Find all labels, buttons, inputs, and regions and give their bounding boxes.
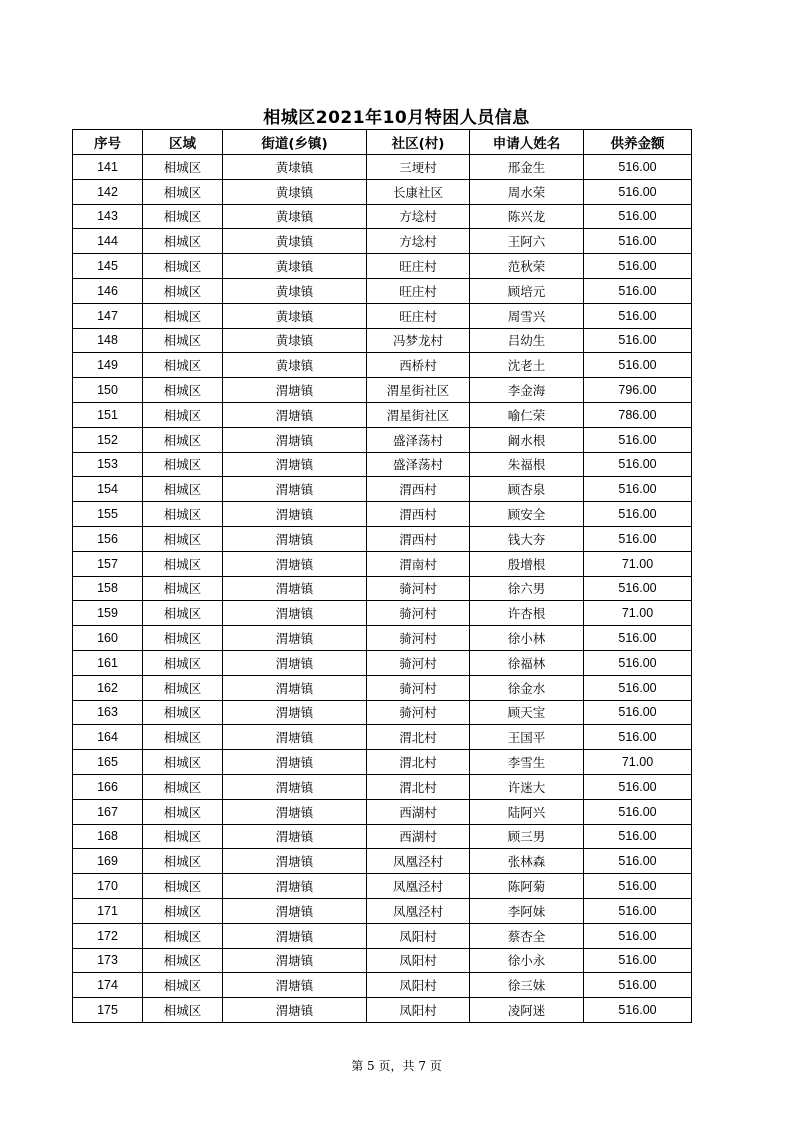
cell-index: 159 [73,601,143,626]
cell-applicant: 周雪兴 [470,303,584,328]
cell-applicant: 徐六男 [470,576,584,601]
cell-street: 黄埭镇 [223,353,367,378]
cell-community: 渭星街社区 [367,402,470,427]
cell-amount: 516.00 [584,353,692,378]
cell-applicant: 徐小永 [470,948,584,973]
cell-amount: 516.00 [584,973,692,998]
cell-street: 黄埭镇 [223,254,367,279]
cell-amount: 516.00 [584,675,692,700]
cell-community: 长康社区 [367,179,470,204]
cell-amount: 786.00 [584,402,692,427]
cell-amount: 516.00 [584,576,692,601]
column-header-district: 区域 [143,130,223,155]
cell-street: 黄埭镇 [223,204,367,229]
cell-district: 相城区 [143,973,223,998]
cell-index: 173 [73,948,143,973]
cell-applicant: 顾杏泉 [470,477,584,502]
cell-street: 渭塘镇 [223,898,367,923]
cell-district: 相城区 [143,898,223,923]
cell-index: 160 [73,626,143,651]
table-row [73,700,692,725]
cell-district: 相城区 [143,874,223,899]
cell-community: 凤阳村 [367,998,470,1023]
cell-index: 145 [73,254,143,279]
cell-community: 旺庄村 [367,278,470,303]
cell-applicant: 钱大夯 [470,526,584,551]
cell-district: 相城区 [143,477,223,502]
cell-applicant: 徐三妹 [470,973,584,998]
cell-district: 相城区 [143,229,223,254]
cell-district: 相城区 [143,303,223,328]
cell-district: 相城区 [143,502,223,527]
cell-community: 凤阳村 [367,923,470,948]
cell-amount: 516.00 [584,824,692,849]
cell-amount: 516.00 [584,998,692,1023]
cell-district: 相城区 [143,626,223,651]
table-row [73,551,692,576]
cell-street: 渭塘镇 [223,824,367,849]
cell-applicant: 陈阿菊 [470,874,584,899]
table-row [73,948,692,973]
cell-street: 渭塘镇 [223,774,367,799]
cell-amount: 516.00 [584,452,692,477]
cell-community: 凤凰泾村 [367,898,470,923]
cell-street: 渭塘镇 [223,452,367,477]
cell-applicant: 张林森 [470,849,584,874]
cell-district: 相城区 [143,254,223,279]
table-header-row [73,130,692,155]
cell-amount: 516.00 [584,477,692,502]
cell-amount: 516.00 [584,923,692,948]
cell-street: 黄埭镇 [223,328,367,353]
cell-community: 渭西村 [367,477,470,502]
data-table [72,129,692,1023]
cell-applicant: 蔡杏全 [470,923,584,948]
cell-applicant: 王国平 [470,725,584,750]
cell-community: 盛泽荡村 [367,427,470,452]
cell-district: 相城区 [143,551,223,576]
cell-index: 151 [73,402,143,427]
cell-index: 156 [73,526,143,551]
table-row [73,427,692,452]
cell-applicant: 顾培元 [470,278,584,303]
table-row [73,402,692,427]
cell-index: 161 [73,650,143,675]
cell-index: 150 [73,378,143,403]
table-body [73,155,692,1023]
cell-applicant: 陆阿兴 [470,799,584,824]
cell-street: 黄埭镇 [223,155,367,180]
cell-applicant: 陈兴龙 [470,204,584,229]
cell-index: 175 [73,998,143,1023]
cell-index: 171 [73,898,143,923]
cell-applicant: 王阿六 [470,229,584,254]
cell-index: 172 [73,923,143,948]
table-row [73,576,692,601]
table-row [73,824,692,849]
cell-district: 相城区 [143,378,223,403]
cell-district: 相城区 [143,204,223,229]
cell-community: 渭北村 [367,774,470,799]
column-header-community: 社区(村) [367,130,470,155]
cell-district: 相城区 [143,179,223,204]
cell-amount: 516.00 [584,626,692,651]
cell-amount: 516.00 [584,725,692,750]
table-row [73,898,692,923]
cell-district: 相城区 [143,849,223,874]
table-row [73,849,692,874]
cell-district: 相城区 [143,700,223,725]
table-row [73,254,692,279]
cell-street: 渭塘镇 [223,551,367,576]
cell-index: 165 [73,750,143,775]
table-row [73,477,692,502]
cell-district: 相城区 [143,278,223,303]
cell-index: 167 [73,799,143,824]
cell-amount: 516.00 [584,328,692,353]
cell-district: 相城区 [143,427,223,452]
table-row [73,229,692,254]
cell-street: 渭塘镇 [223,576,367,601]
page-footer: 第 5 页，共 7 页 [351,1059,442,1073]
table-row [73,526,692,551]
cell-index: 174 [73,973,143,998]
cell-district: 相城区 [143,750,223,775]
cell-street: 渭塘镇 [223,750,367,775]
cell-amount: 516.00 [584,179,692,204]
cell-applicant: 李金海 [470,378,584,403]
cell-street: 渭塘镇 [223,799,367,824]
cell-amount: 516.00 [584,229,692,254]
cell-district: 相城区 [143,948,223,973]
cell-amount: 71.00 [584,601,692,626]
cell-index: 147 [73,303,143,328]
cell-amount: 516.00 [584,650,692,675]
cell-index: 148 [73,328,143,353]
cell-community: 骑河村 [367,626,470,651]
cell-amount: 516.00 [584,526,692,551]
cell-community: 骑河村 [367,650,470,675]
cell-applicant: 许迷大 [470,774,584,799]
table-row [73,452,692,477]
cell-street: 渭塘镇 [223,526,367,551]
cell-district: 相城区 [143,353,223,378]
cell-district: 相城区 [143,576,223,601]
cell-index: 170 [73,874,143,899]
table-row [73,204,692,229]
cell-index: 162 [73,675,143,700]
cell-community: 骑河村 [367,700,470,725]
cell-street: 渭塘镇 [223,402,367,427]
cell-amount: 516.00 [584,502,692,527]
column-header-amount: 供养金额 [584,130,692,155]
cell-index: 146 [73,278,143,303]
cell-district: 相城区 [143,526,223,551]
cell-street: 渭塘镇 [223,923,367,948]
cell-district: 相城区 [143,402,223,427]
cell-amount: 71.00 [584,750,692,775]
table-row [73,725,692,750]
cell-amount: 516.00 [584,898,692,923]
cell-index: 141 [73,155,143,180]
cell-street: 渭塘镇 [223,675,367,700]
cell-street: 渭塘镇 [223,626,367,651]
cell-applicant: 顾安全 [470,502,584,527]
cell-street: 渭塘镇 [223,477,367,502]
cell-community: 渭南村 [367,551,470,576]
cell-community: 渭星街社区 [367,378,470,403]
cell-community: 三埂村 [367,155,470,180]
cell-amount: 516.00 [584,948,692,973]
cell-street: 渭塘镇 [223,874,367,899]
column-header-applicant: 申请人姓名 [470,130,584,155]
cell-community: 凤阳村 [367,948,470,973]
cell-index: 163 [73,700,143,725]
cell-amount: 516.00 [584,427,692,452]
cell-applicant: 周水荣 [470,179,584,204]
cell-community: 渭北村 [367,750,470,775]
cell-index: 154 [73,477,143,502]
cell-amount: 516.00 [584,799,692,824]
cell-district: 相城区 [143,725,223,750]
cell-street: 黄埭镇 [223,229,367,254]
cell-district: 相城区 [143,774,223,799]
cell-district: 相城区 [143,824,223,849]
cell-district: 相城区 [143,998,223,1023]
cell-community: 渭西村 [367,526,470,551]
cell-index: 149 [73,353,143,378]
cell-community: 旺庄村 [367,254,470,279]
cell-index: 153 [73,452,143,477]
cell-street: 渭塘镇 [223,725,367,750]
table-row [73,650,692,675]
cell-street: 渭塘镇 [223,427,367,452]
table-row [73,973,692,998]
cell-community: 凤凰泾村 [367,849,470,874]
cell-district: 相城区 [143,452,223,477]
cell-index: 158 [73,576,143,601]
table-row [73,278,692,303]
cell-applicant: 范秋荣 [470,254,584,279]
cell-amount: 516.00 [584,874,692,899]
table-row [73,626,692,651]
cell-applicant: 阚水根 [470,427,584,452]
cell-district: 相城区 [143,155,223,180]
cell-street: 渭塘镇 [223,998,367,1023]
cell-community: 冯梦龙村 [367,328,470,353]
cell-district: 相城区 [143,675,223,700]
cell-community: 西湖村 [367,799,470,824]
cell-index: 152 [73,427,143,452]
table-row [73,378,692,403]
cell-applicant: 许杏根 [470,601,584,626]
cell-applicant: 徐福林 [470,650,584,675]
table-row [73,303,692,328]
cell-applicant: 徐金水 [470,675,584,700]
table-row [73,675,692,700]
cell-index: 166 [73,774,143,799]
cell-community: 凤凰泾村 [367,874,470,899]
cell-applicant: 顾三男 [470,824,584,849]
cell-amount: 516.00 [584,849,692,874]
cell-street: 黄埭镇 [223,303,367,328]
cell-community: 骑河村 [367,576,470,601]
cell-applicant: 殷增根 [470,551,584,576]
cell-applicant: 李雪生 [470,750,584,775]
cell-applicant: 沈老土 [470,353,584,378]
cell-district: 相城区 [143,923,223,948]
cell-applicant: 吕幼生 [470,328,584,353]
cell-amount: 516.00 [584,155,692,180]
cell-community: 盛泽荡村 [367,452,470,477]
cell-amount: 516.00 [584,700,692,725]
cell-applicant: 顾天宝 [470,700,584,725]
cell-amount: 516.00 [584,204,692,229]
cell-amount: 796.00 [584,378,692,403]
cell-community: 方埝村 [367,229,470,254]
cell-index: 169 [73,849,143,874]
table-row [73,799,692,824]
cell-community: 骑河村 [367,675,470,700]
cell-community: 凤阳村 [367,973,470,998]
cell-community: 西桥村 [367,353,470,378]
cell-community: 方埝村 [367,204,470,229]
cell-district: 相城区 [143,601,223,626]
table-row [73,502,692,527]
cell-index: 164 [73,725,143,750]
cell-amount: 516.00 [584,254,692,279]
cell-index: 168 [73,824,143,849]
cell-index: 142 [73,179,143,204]
cell-street: 渭塘镇 [223,948,367,973]
cell-applicant: 李阿妹 [470,898,584,923]
cell-index: 157 [73,551,143,576]
table-row [73,774,692,799]
cell-applicant: 凌阿迷 [470,998,584,1023]
table-row [73,179,692,204]
cell-applicant: 邢金生 [470,155,584,180]
cell-community: 渭北村 [367,725,470,750]
cell-index: 143 [73,204,143,229]
cell-community: 旺庄村 [367,303,470,328]
cell-community: 骑河村 [367,601,470,626]
cell-amount: 71.00 [584,551,692,576]
table-row [73,998,692,1023]
table-row [73,874,692,899]
cell-district: 相城区 [143,650,223,675]
cell-street: 渭塘镇 [223,650,367,675]
cell-street: 黄埭镇 [223,179,367,204]
page-title: 相城区2021年10月特困人员信息 [263,108,530,128]
table-row [73,353,692,378]
column-header-index: 序号 [73,130,143,155]
table-row [73,328,692,353]
cell-index: 155 [73,502,143,527]
column-header-street: 街道(乡镇) [223,130,367,155]
cell-community: 西湖村 [367,824,470,849]
cell-amount: 516.00 [584,278,692,303]
cell-street: 黄埭镇 [223,278,367,303]
table-row [73,601,692,626]
cell-applicant: 徐小林 [470,626,584,651]
table-row [73,750,692,775]
table-row [73,155,692,180]
cell-applicant: 喻仁荣 [470,402,584,427]
cell-community: 渭西村 [367,502,470,527]
table-row [73,923,692,948]
cell-district: 相城区 [143,328,223,353]
cell-street: 渭塘镇 [223,849,367,874]
cell-district: 相城区 [143,799,223,824]
cell-amount: 516.00 [584,303,692,328]
cell-street: 渭塘镇 [223,502,367,527]
cell-street: 渭塘镇 [223,378,367,403]
cell-street: 渭塘镇 [223,973,367,998]
cell-index: 144 [73,229,143,254]
cell-applicant: 朱福根 [470,452,584,477]
cell-amount: 516.00 [584,774,692,799]
cell-street: 渭塘镇 [223,601,367,626]
cell-street: 渭塘镇 [223,700,367,725]
